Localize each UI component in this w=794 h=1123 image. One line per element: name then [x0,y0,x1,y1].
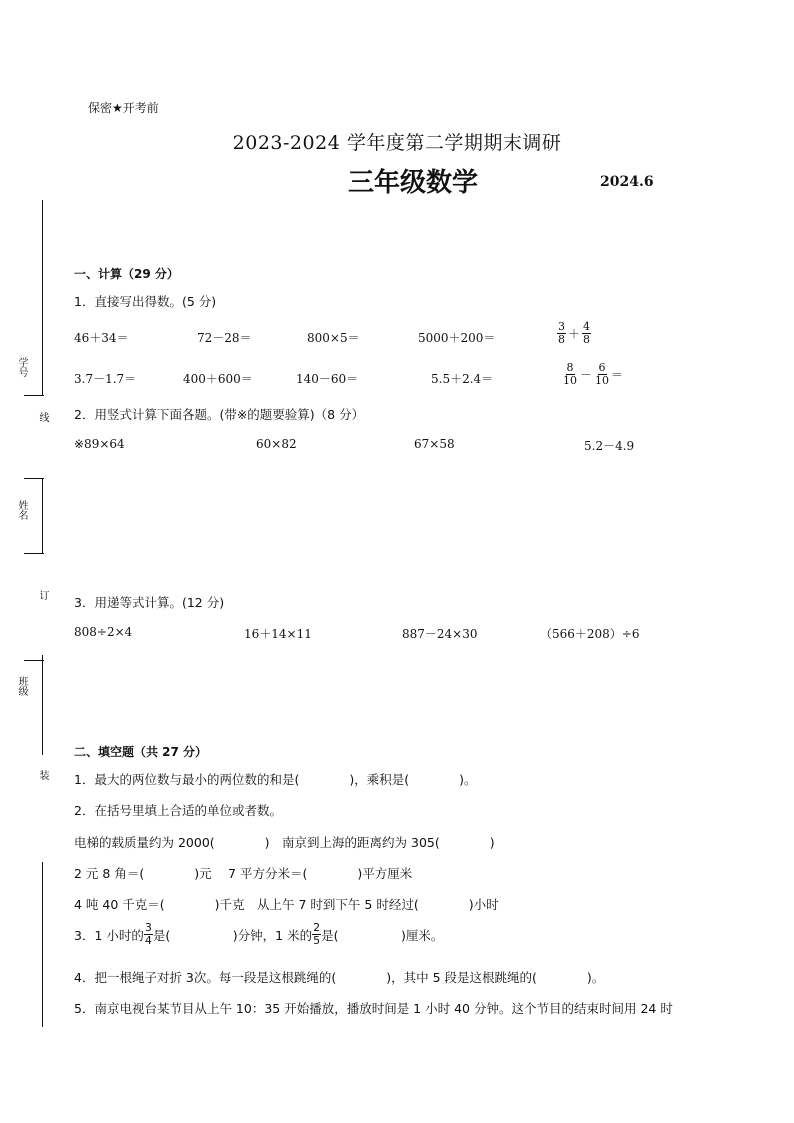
stepwise-calc-item: 16＋14×11 [244,627,312,641]
vertical-calc-item: ※89×64 [74,437,125,451]
exam-subtitle: 三年级数学 [348,168,479,198]
student-id-label: 学号 [16,357,27,377]
stepwise-calc-item: （566＋208）÷6 [540,627,640,641]
exam-title: 2023-2024 学年度第二学期期末调研 [232,132,562,154]
mental-calc-item: 800×5＝ [307,331,360,345]
stepwise-calc-item: 808÷2×4 [74,625,133,639]
fill-question-2-line: 2 元 8 角＝( )元 7 平方分米＝( )平方厘米 [74,866,413,881]
fraction: $\frac{8}{10}$ [563,361,577,387]
vertical-calc-item: 5.2－4.9 [584,439,635,453]
binding-line [42,655,43,755]
mental-calc-item: 400＋600＝ [183,372,253,386]
fill-question-2: 2．在括号里填上合适的单位或者数。 [74,803,282,818]
fraction: $\frac{3}{8}$ [558,320,565,346]
fraction: $\frac{4}{8}$ [583,320,591,346]
binding-line [42,862,43,1027]
field-underline [24,478,44,479]
mental-calc-item: 46＋34＝ [74,331,129,345]
fill-question-2-line: 4 吨 40 千克＝( )千克 从上午 7 时到下午 5 时经过( )小时 [74,897,499,912]
q1-label: 1．直接写出得数。(5 分) [74,294,217,309]
q2-label: 2．用竖式计算下面各题。(带※的题要验算)（8 分） [74,407,365,422]
fill-question-4: 4．把一根绳子对折 3次。每一段是这根跳绳的( )，其中 5 段是这根跳绳的( )。 [74,970,605,985]
fill-question-1: 1．最大的两位数与最小的两位数的和是( )，乘积是( )。 [74,772,477,787]
mental-calc-item: 5000＋200＝ [418,331,496,345]
mental-calc-item: 72－28＝ [197,331,252,345]
mental-calc-item: 3.7－1.7＝ [74,372,137,386]
field-underline [24,395,44,396]
section1-heading: 一、计算（29 分） [74,267,179,281]
section2-heading: 二、填空题（共 27 分） [74,745,208,759]
fraction: $\frac{2}{5}$ [313,921,321,947]
class-label: 班级 [16,676,27,696]
binding-line [42,200,43,395]
fill-question-5: 5．南京电视台某节目从上午 10：35 开始播放，播放时间是 1 小时 40 分钟。这个节目的结束时间用 24 时 [74,1001,673,1016]
fill-question-3: 3．1 小时的 $\frac{3}{4}$ 是( )分钟，1 米的 $\frac{2}{5}$ 是( )厘米。 [74,921,444,947]
fraction-expression: $\frac{8}{10}$ － $\frac{6}{10}$ ＝ [563,361,624,387]
fill-question-2-line: 电梯的载质量约为 2000( ) 南京到上海的距离约为 305( ) [74,835,495,850]
vertical-calc-item: 60×82 [256,437,297,451]
name-label: 姓名 [16,500,27,520]
field-underline [24,660,44,661]
q3-label: 3．用递等式计算。(12 分) [74,595,225,610]
confidential-mark: 保密★开考前 [88,101,159,115]
stepwise-calc-item: 887－24×30 [402,627,478,641]
fraction: $\frac{3}{4}$ [144,921,152,947]
binding-bind-label: 装 [37,770,48,780]
mental-calc-item: 140－60＝ [296,372,359,386]
fraction-expression: $\frac{3}{8}$ ＋ $\frac{4}{8}$ [558,320,591,346]
exam-date: 2024.6 [600,174,654,190]
binding-line-label: 线 [37,412,48,422]
vertical-calc-item: 67×58 [414,437,455,451]
mental-calc-item: 5.5＋2.4＝ [431,372,494,386]
binding-staple-label: 订 [37,590,48,600]
fraction: $\frac{6}{10}$ [595,361,610,387]
binding-line [42,478,43,553]
field-underline [24,553,44,554]
